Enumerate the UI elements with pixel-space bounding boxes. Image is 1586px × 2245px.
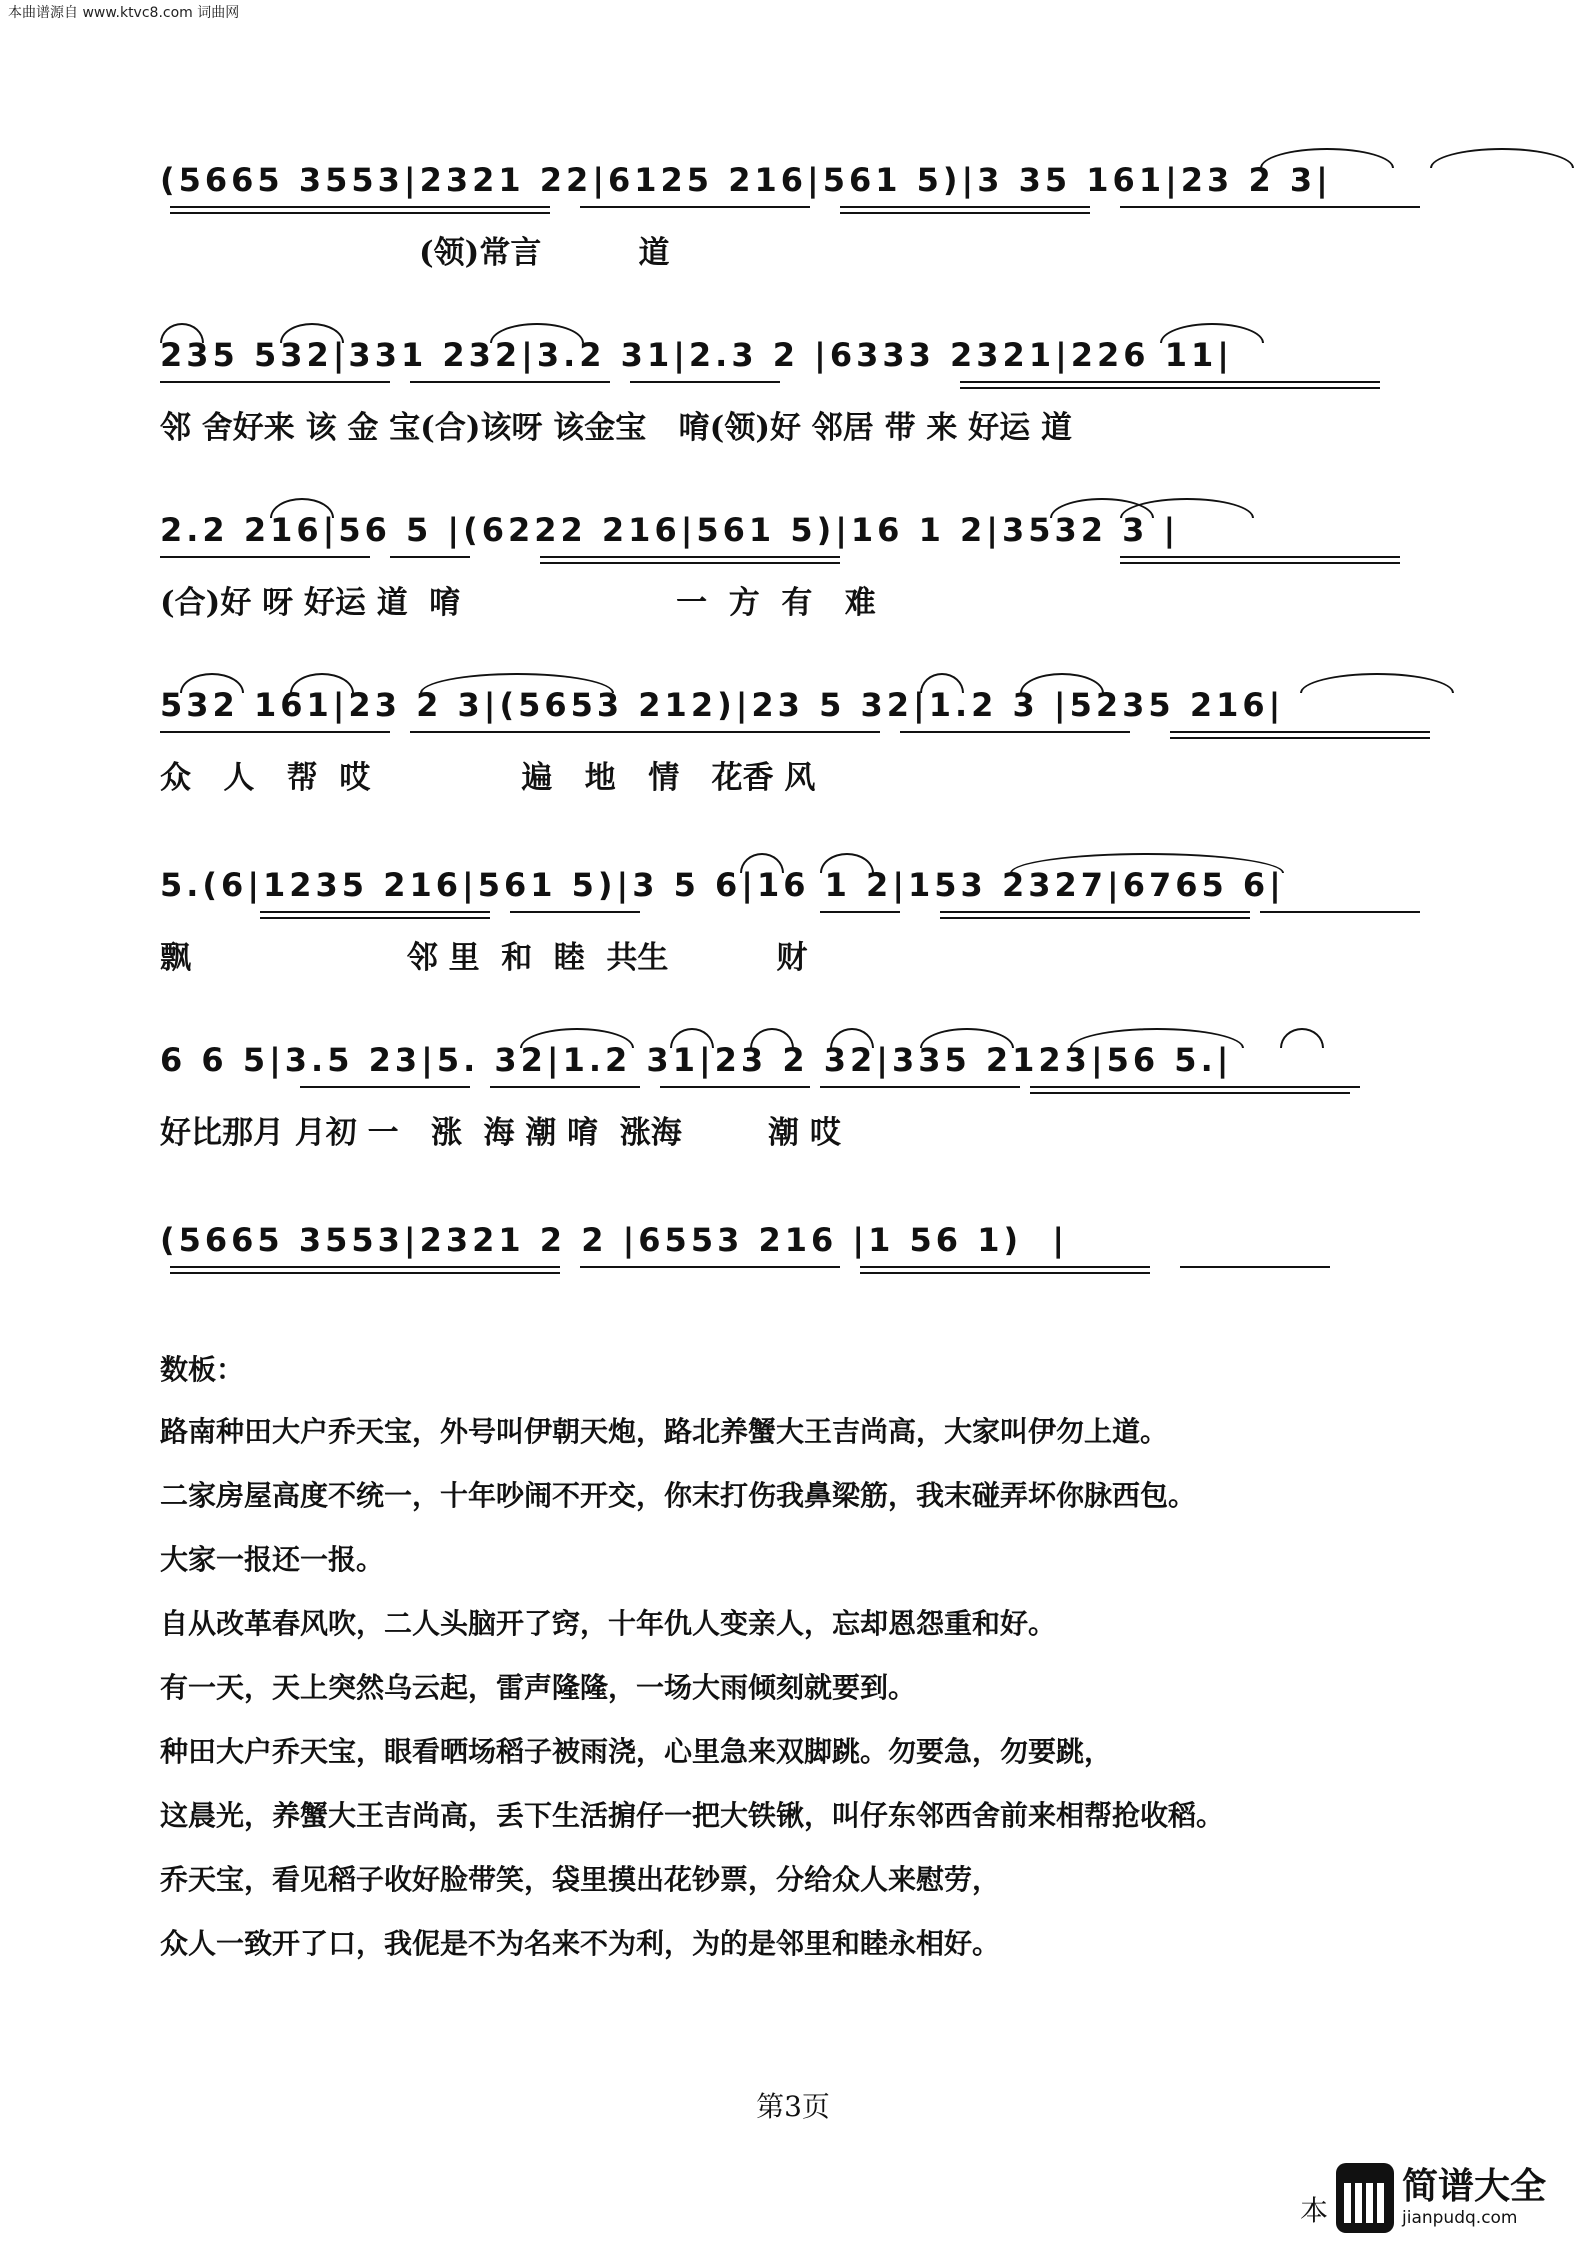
notes-row-6: 6 6 5|3.5 23|5. 32|1.2 31|23 2 32|335 2123|56 5.| — [160, 1041, 1233, 1079]
prose-line: 种田大户乔天宝，眼看晒场稻子被雨浇，心里急来双脚跳。勿要急，勿要跳， — [160, 1735, 1113, 1768]
prose-line: 有一天，天上突然乌云起，雷声隆隆，一场大雨倾刻就要到。 — [160, 1671, 917, 1704]
top-watermark: 本曲谱源自 www.ktvc8.com 词曲网 — [8, 5, 240, 21]
prose-line: 自从改革春风吹，二人头脑开了窍，十年仇人变亲人，忘却恩怨重和好。 — [160, 1607, 1057, 1640]
prose-line: 大家一报还一报。 — [160, 1543, 385, 1576]
notes-row-1: (5665 3553|2321 22|6125 216|561 5)|3 35 161|23 2 3| — [160, 161, 1332, 199]
lyrics-row-5: 飘 邻 里 和 睦 共生 财 — [160, 940, 808, 976]
piano-keys-icon — [1336, 2163, 1394, 2233]
page-number: 第3页 — [756, 2090, 830, 2123]
logo-name: 简谱大全 — [1402, 2166, 1547, 2207]
score-row-2 — [160, 325, 1430, 495]
lyrics-row-1: (领)常言 道 — [160, 235, 670, 271]
prose-line: 这晨光，养蟹大王吉尚高，丢下生活掮仔一把大铁锹，叫仔东邻西舍前来相帮抢收稻。 — [160, 1799, 1225, 1832]
prose-section — [160, 1340, 1460, 1976]
score-row-5 — [160, 855, 1430, 1025]
slur — [1430, 148, 1574, 168]
notes-row-4: 532 161|23 2 3|(5653 212)|23 5 32|1.2 3 |5235 216| — [160, 686, 1285, 724]
logo-url: jianpudq.com — [1402, 2208, 1518, 2228]
prose-line: 路南种田大户乔天宝，外号叫伊朝天炮，路北养蟹大王吉尚高，大家叫伊勿上道。 — [160, 1415, 1169, 1448]
lyrics-row-6: 好比那月 月初 一 涨 海 潮 唷 涨海 潮 哎 — [160, 1115, 841, 1151]
score-row-6 — [160, 1030, 1430, 1200]
prose-line: 乔天宝，看见稻子收好脸带笑，袋里摸出花钞票，分给众人来慰劳， — [160, 1863, 1001, 1896]
notes-row-7: (5665 3553|2321 2 2 |6553 216 |1 56 1) | — [160, 1221, 1069, 1259]
prose-label: 数板： — [160, 1353, 245, 1386]
score-row-4 — [160, 675, 1430, 845]
score-row-3 — [160, 500, 1430, 670]
score-row-1 — [160, 150, 1430, 320]
prose-line: 众人一致开了口，我伲是不为名来不为利，为的是邻里和睦永相好。 — [160, 1927, 1001, 1960]
notes-row-3: 2.2 216|56 5 |(6222 216|561 5)|16 1 2|3532 3 | — [160, 511, 1180, 549]
notes-row-5: 5.(6|1235 216|561 5)|3 5 6|16 1 2|153 2327|6765 6| — [160, 866, 1285, 904]
lyrics-row-4: 众 人 帮 哎 遍 地 情 花香 风 — [160, 760, 816, 796]
lyrics-row-2: 邻 舍好来 该 金 宝(合)该呀 该金宝 唷(领)好 邻居 带 来 好运 道 — [160, 410, 1072, 446]
notes-row-2: 235 532|331 232|3.2 31|2.3 2 |6333 2321|226 11| — [160, 336, 1233, 374]
prose-line: 二家房屋高度不统一，十年吵闹不开交，你末打伤我鼻梁筋，我末碰弄坏你脉西包。 — [160, 1479, 1197, 1512]
site-logo — [1300, 2157, 1574, 2239]
corner-char: 本 — [1300, 2194, 1329, 2227]
lyrics-row-3: (合)好 呀 好运 道 唷 一 方 有 难 — [160, 585, 876, 621]
lyrics-row-7 — [160, 1288, 1430, 1338]
